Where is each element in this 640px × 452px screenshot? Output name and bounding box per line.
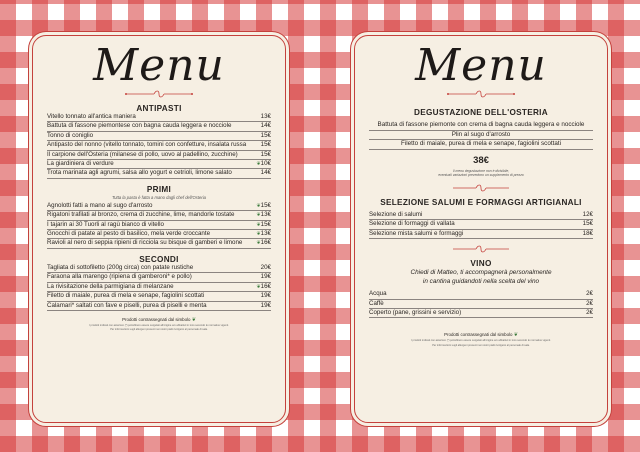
degustazione-list — [369, 121, 593, 150]
menu-item-price: 16€ — [260, 282, 271, 290]
section-heading-salumi: SELEZIONE SALUMI E FORMAGGI ARTIGIANALI — [380, 197, 582, 207]
menu-item-row — [47, 113, 271, 122]
footer-allergen-note: I prodotti indicati con asterisco (*) potrebbero essere surgelati all'origine e/o abbattuti in loco secondo le normative vigenti. — [411, 339, 551, 343]
menu-item-price: 15€ — [260, 141, 271, 149]
menu-item-name: Agnolotti fatti a mano al sugo d'arrosto — [47, 201, 153, 209]
vegetarian-leaf-icon: ❦ — [256, 231, 261, 238]
footer-title: Prodotti contrassegnati dal simbolo — [444, 332, 513, 338]
footer-info-note: Per informazioni sugli allergeni presenti nei nostri piatti rivolgersi al personale di sala. — [110, 328, 208, 332]
salumi-list — [369, 211, 593, 239]
menu-item-row — [369, 309, 593, 318]
menu-item-row — [369, 211, 593, 220]
degustazione-note-line: eventuali variazioni prevedono un supplemento di prezzo — [438, 173, 524, 178]
degustazione-item: Battuta di fassone piemonte con crema di bagna cauda leggera e nocciole — [369, 121, 593, 131]
left-menu-page — [32, 35, 286, 423]
footer-info-note: Per informazioni sugli allergeni presenti nei nostri piatti rivolgersi al personale di sala. — [432, 343, 530, 347]
menu-item-price: 15€ — [260, 150, 271, 158]
menu-item-price: 19€ — [260, 292, 271, 300]
menu-item-price: 15€ — [260, 131, 271, 139]
menu-item-row — [47, 169, 271, 178]
menu-item-row — [369, 220, 593, 229]
menu-item-name: Caffè — [369, 299, 384, 307]
menu-item-price: 14€ — [260, 122, 271, 130]
menu-footer — [47, 317, 271, 332]
menu-item-price: 15€ — [260, 220, 271, 228]
menu-item-name: Vitello tonnato all'antica maniera — [47, 113, 136, 120]
vino-note — [369, 268, 593, 286]
footer-title: Prodotti contrassegnati dal simbolo — [122, 316, 191, 322]
degustazione-item: Filetto di maiale, purea di mela e senape, fagiolini scottati — [369, 140, 593, 150]
menu-item-price: 19€ — [260, 273, 271, 281]
menu-item-row — [369, 300, 593, 309]
menu-title: Menu — [415, 40, 547, 91]
menu-item-name: Calamari* saltati con fave e piselli, purea di piselli e menta — [47, 301, 207, 309]
scroll-flourish-icon — [451, 245, 511, 253]
menu-item-row — [47, 221, 271, 230]
menu-item-name: Coperto (pane, grissini e servizio) — [369, 309, 462, 316]
menu-item-price: 14€ — [260, 169, 271, 177]
menu-item-row — [47, 292, 271, 301]
menu-item-name: Gnocchi di patate al pesto di basilico, mela verde croccante — [47, 230, 211, 238]
menu-item-price: 12€ — [582, 210, 593, 218]
menu-item-row — [369, 230, 593, 239]
menu-item-price: 16€ — [260, 239, 271, 247]
menu-item-name: Antipasto del nonno (vitello tonnato, tomini con confetture, insalata russa — [47, 141, 247, 149]
vegetarian-leaf-icon: ❦ — [256, 283, 261, 290]
vino-list — [369, 290, 593, 318]
menu-item-row — [47, 283, 271, 292]
menu-item-name: Ravioli al nero di seppia ripieni di ricciola su bisque di gamberi e limone — [47, 239, 243, 247]
scroll-flourish-icon — [124, 90, 194, 98]
menu-item-row — [47, 302, 271, 311]
menu-item-name: La giardiniera di verdure — [47, 160, 114, 168]
section-heading-degustazione: DEGUSTAZIONE DELL'OSTERIA — [414, 108, 548, 117]
section-heading-primi: PRIMI — [146, 184, 172, 194]
menu-item-row — [47, 151, 271, 160]
menu-item-row — [47, 202, 271, 211]
menu-item-price: 10€ — [260, 160, 271, 168]
menu-item-row — [47, 160, 271, 169]
menu-item-name: Selezione mista salumi e formaggi — [369, 229, 464, 237]
vegetarian-leaf-icon: ❦ — [256, 202, 261, 209]
vegetarian-leaf-icon: ❦ — [513, 332, 518, 339]
vegetarian-leaf-icon: ❦ — [256, 212, 261, 219]
right-menu-page — [354, 35, 608, 423]
menu-item-name: I tajarin ai 30 Tuorli al ragù bianco di vitello — [47, 220, 164, 228]
menu-item-name: Selezione di formaggi di vallata — [369, 220, 455, 228]
menu-item-row — [47, 211, 271, 220]
degustazione-note-line: Il menu degustazione non è divisibile, — [452, 168, 510, 173]
menu-item-row — [47, 122, 271, 131]
menu-item-name: Tagliata di sottofiletto (200g circa) con patate rustiche — [47, 263, 194, 271]
menu-item-price: 19€ — [260, 301, 271, 309]
degustazione-item: Plin al sugo d'arrosto — [369, 131, 593, 141]
section-heading-secondi: SECONDI — [139, 254, 179, 264]
vegetarian-leaf-icon: ❦ — [256, 240, 261, 247]
section-heading-antipasti: ANTIPASTI — [136, 104, 182, 113]
menu-item-price: 13€ — [260, 211, 271, 219]
vino-note-line: in cantina guidandoti nella scelta del vino — [422, 278, 540, 286]
menu-item-price: 15€ — [582, 220, 593, 228]
vino-note-line: Chiedi di Matteo, ti accompagnerà personalmente — [410, 269, 552, 277]
primi-note: Tutta la pasta è fatta a mano dagli chef dell'Osteria — [111, 194, 207, 200]
menu-item-row — [47, 239, 271, 248]
menu-item-price: 13€ — [260, 113, 271, 120]
degustazione-price: 38€ — [473, 154, 489, 166]
menu-item-row — [47, 230, 271, 239]
vegetarian-leaf-icon: ❦ — [256, 221, 261, 228]
menu-item-row — [47, 273, 271, 282]
menu-item-price: 2€ — [586, 309, 593, 316]
menu-item-price: 18€ — [582, 229, 593, 237]
section-heading-vino: VINO — [470, 259, 492, 269]
primi-list — [47, 202, 271, 249]
menu-item-name: Tonno di coniglio — [47, 131, 94, 139]
menu-item-name: Il carpione dell'Osteria (milanese di pollo, uovo al padellino, zucchine) — [47, 150, 238, 158]
scroll-flourish-icon — [451, 184, 511, 192]
menu-item-price: 2€ — [586, 299, 593, 307]
menu-footer — [369, 332, 593, 347]
scroll-flourish-icon — [446, 90, 516, 98]
menu-item-name: La rivisitazione della parmigiana di melanzane — [47, 282, 174, 290]
menu-item-name: Acqua — [369, 290, 387, 298]
menu-item-row — [47, 264, 271, 273]
secondi-list — [47, 264, 271, 311]
menu-item-row — [47, 141, 271, 150]
menu-item-name: Selezione di salumi — [369, 210, 423, 218]
vegetarian-leaf-icon: ❦ — [256, 161, 261, 168]
degustazione-note — [369, 169, 593, 178]
menu-item-row — [47, 132, 271, 141]
menu-item-name: Faraona alla marengo (ripiena di gamberoni* e pollo) — [47, 273, 192, 281]
menu-item-name: Trota marinata agli agrumi, salsa allo yogurt e cetrioli, limone salato — [47, 169, 232, 177]
menu-title: Menu — [93, 40, 225, 91]
footer-allergen-note: I prodotti indicati con asterisco (*) potrebbero essere surgelati all'origine e/o abbattuti in loco secondo le normative vigenti. — [89, 323, 229, 327]
menu-item-name: Rigatoni trafilati al bronzo, crema di zucchine, lime, mandorle tostate — [47, 211, 235, 219]
antipasti-list — [47, 113, 271, 179]
menu-item-price: 20€ — [260, 263, 271, 271]
menu-item-row — [369, 290, 593, 299]
menu-item-price: 15€ — [260, 201, 271, 209]
menu-item-name: Battuta di fassone piemontese con bagna cauda leggera e nocciole — [47, 122, 232, 130]
menu-item-price: 13€ — [260, 230, 271, 238]
vegetarian-leaf-icon: ❦ — [191, 316, 196, 323]
menu-item-price: 2€ — [586, 290, 593, 298]
menu-item-name: Filetto di maiale, purea di mela e senape, fagiolini scottati — [47, 292, 205, 300]
